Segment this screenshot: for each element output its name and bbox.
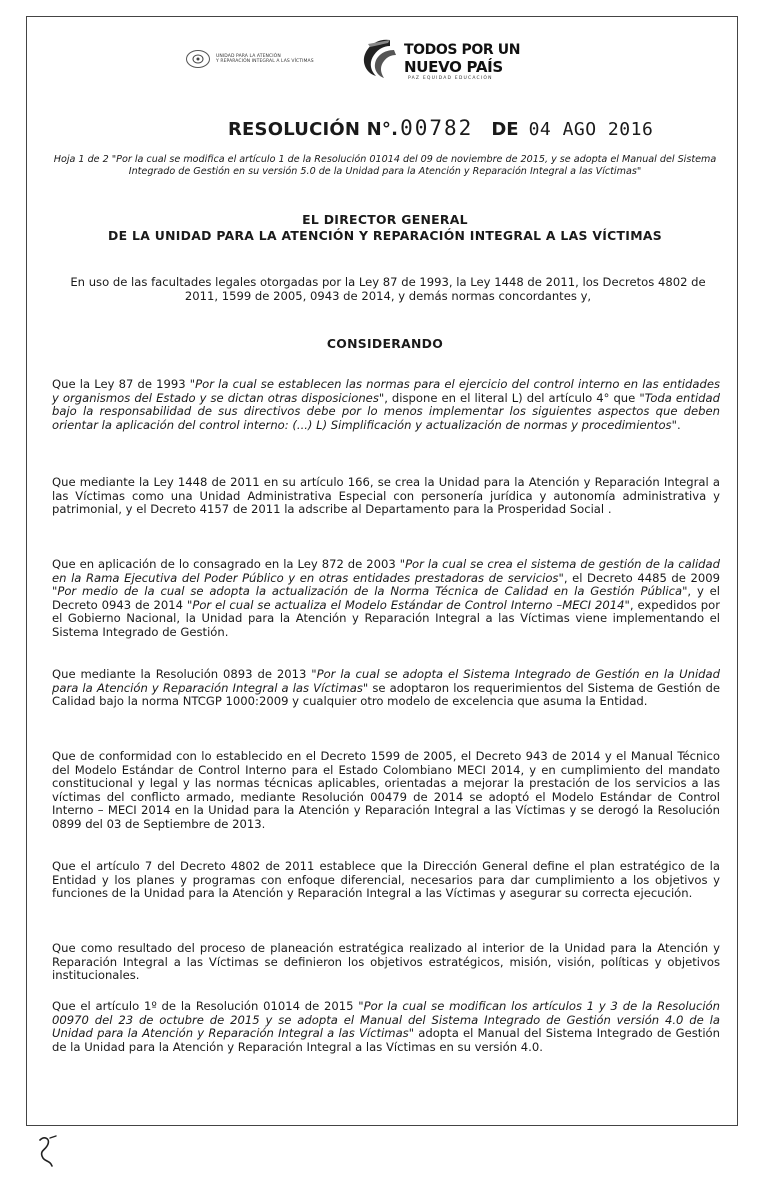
p3-quote-b: "Por la cual se crea el sistema de gestión de la calidad en la Rama Ejecutiva del Poder Público y en otras entidades prestadoras de servicios" bbox=[52, 557, 720, 585]
p6-text: Que el artículo 7 del Decreto 4802 de 2011 establece que la Dirección General define el plan estratégico de la Entidad y los planes y programas con enfoque diferencial, necesarios para dar cumplimiento a los objetivos y funciones de la Unidad para la Atención y Reparación Integral a las Víctimas y asegurar su correcta ejecución. bbox=[52, 859, 720, 901]
p8-text-c: adopta el Manual del Sistema Integrado de Gestión de la Unidad para la Atención y Reparación Integral a las Víctimas en su versión 4.0. bbox=[52, 1026, 720, 1054]
p3-text-c: , el Decreto 4485 de 2009 bbox=[563, 570, 721, 585]
p1-quote-d: "Toda entidad bajo la responsabilidad de sus directivos debe por lo menos implementar los siguientes aspectos que deben orientar la aplicación del control interno: (...) L) Simplificación y actualización de normas y procedimientos" bbox=[52, 390, 720, 432]
logo-line-2: NUEVO PAÍS bbox=[404, 58, 503, 76]
considerando-heading: CONSIDERANDO bbox=[326, 336, 444, 351]
coat-of-arms-icon bbox=[186, 50, 210, 68]
resolution-de: DE bbox=[491, 119, 519, 140]
paragraph-5 bbox=[52, 750, 720, 832]
resolution-number: 00782 bbox=[400, 116, 474, 140]
entity-header bbox=[186, 50, 336, 68]
p3-quote-d: "Por medio de la cual se adopta la actualización de la Norma Técnica de Calidad en la Gestión Pública" bbox=[52, 584, 688, 599]
p1-text-e: . bbox=[676, 417, 681, 432]
p1-text-a: Que la Ley 87 de 1993 bbox=[52, 377, 190, 391]
page-border-right bbox=[737, 16, 738, 1126]
paragraph-8 bbox=[52, 1000, 720, 1054]
powers-paragraph: En uso de las facultades legales otorgadas por la Ley 87 de 1993, la Ley 1448 de 2011, los Decretos 4802 de 2011, 1599 de 2005, 0943 de 2014, y demás normas concordantes y, bbox=[70, 275, 706, 303]
p4-text-a: Que mediante la Resolución 0893 de 2013 bbox=[52, 667, 312, 681]
p3-text-g: , expedidos por el Gobierno Nacional, la Unidad para la Atención y Reparación Integral a las Víctimas viene implementando el Sistema Integrado de Gestión. bbox=[52, 597, 720, 639]
paragraph-7 bbox=[52, 942, 720, 983]
p3-text-a: Que en aplicación de lo consagrado en la Ley 872 de 2003 bbox=[52, 557, 400, 571]
logo-tagline: PAZ EQUIDAD EDUCACIÓN bbox=[408, 76, 493, 81]
p4-text-c: se adoptaron los requerimientos del Sistema de Gestión de Calidad bajo la norma NTCGP 1000:2009 y cualquier otro modelo de excelencia que asuma la Entidad. bbox=[52, 680, 720, 709]
resolution-label: RESOLUCIÓN N°. bbox=[228, 119, 399, 140]
resolution-title bbox=[228, 116, 678, 140]
resolution-date: 04 AGO 2016 bbox=[528, 119, 654, 140]
paragraph-4 bbox=[52, 668, 720, 709]
p1-quote-b: "Por la cual se establecen las normas para el ejercicio del control interno en las entidades y organismos del Estado y se dictan otras disposiciones" bbox=[52, 377, 721, 405]
director-title-line-2: DE LA UNIDAD PARA LA ATENCIÓN Y REPARACIÓN INTEGRAL A LAS VÍCTIMAS bbox=[108, 228, 662, 243]
entity-line-2: Y REPARACIÓN INTEGRAL A LAS VÍCTIMAS bbox=[216, 59, 314, 64]
p3-text-e: , y el Decreto 0943 de 2014 bbox=[52, 584, 720, 612]
todos-por-un-nuevo-pais-logo bbox=[360, 36, 530, 80]
logo-line-1: TODOS POR UN bbox=[404, 42, 521, 58]
logo-mark-icon bbox=[360, 36, 400, 80]
page-border-bottom bbox=[26, 1125, 738, 1126]
p5-text: Que de conformidad con lo establecido en el Decreto 1599 de 2005, el Decreto 943 de 2014 y el Manual Técnico del Modelo Estándar de Control Interno para el Estado Colombiano MECI 2014, y en cumplimiento del mandato constitucional y legal y las normas técnicas aplicables, orientadas a mejorar la prestación de los servicios a las víctimas del conflicto armado, mediante Resolución 00479 de 2014 se adoptó el Modelo Estándar de Control Interno – MECI 2014 en la Unidad para la Atención y Reparación Integral a las Víctimas y se derogó la Resolución 0899 del 03 de Septiembre de 2013. bbox=[52, 749, 720, 831]
page-border-top bbox=[26, 16, 738, 17]
director-title-line-1: EL DIRECTOR GENERAL bbox=[302, 212, 468, 227]
p1-text-c: , dispone en el literal L) del artículo 4° que bbox=[384, 390, 640, 405]
sheet-subject: Hoja 1 de 2 "Por la cual se modifica el artículo 1 de la Resolución 01014 del 09 de noviembre de 2015, y se adopta el Manual del Sistema Integrado de Gestión en su versión 5.0 de la Unidad para la Atención y Reparación Integral a las Víctimas" bbox=[53, 154, 717, 177]
handwritten-initial-icon bbox=[34, 1132, 64, 1172]
p7-text: Que como resultado del proceso de planeación estratégica realizado al interior de la Unidad para la Atención y Reparación Integral a las Víctimas se definieron los objetivos estratégicos, misión, visión, políticas y objetivos institucionales. bbox=[52, 941, 720, 983]
paragraph-1 bbox=[52, 378, 720, 432]
paragraph-6 bbox=[52, 860, 720, 901]
p2-text: Que mediante la Ley 1448 de 2011 en su artículo 166, se crea la Unidad para la Atención y Reparación Integral a las Víctimas como una Unidad Administrativa Especial con personería jurídica y autonomía administrativa y patrimonial, y el Decreto 4157 de 2011 la adscribe al Departamento para la Prosperidad Social . bbox=[52, 475, 720, 517]
paragraph-3 bbox=[52, 558, 720, 640]
p8-quote-b: "Por la cual se modifican los artículos 1 y 3 de la Resolución 00970 del 23 de octubre de 2015 y se adopta el Manual del Sistema Integrado de Gestión versión 4.0 de la Unidad para la Atención y Reparación Integral a las Víctimas" bbox=[52, 999, 720, 1041]
p4-quote-b: "Por la cual se adopta el Sistema Integrado de Gestión en la Unidad para la Atención y Reparación Integral a las Víctimas" bbox=[52, 667, 721, 695]
p3-quote-f: "Por el cual se actualiza el Modelo Estándar de Control Interno –MECI 2014" bbox=[187, 597, 630, 612]
p8-text-a: Que el artículo 1º de la Resolución 01014 de 2015 bbox=[52, 999, 359, 1013]
entity-name bbox=[216, 54, 336, 65]
entity-line-1: UNIDAD PARA LA ATENCIÓN bbox=[216, 53, 281, 59]
paragraph-2 bbox=[52, 476, 720, 517]
page-border-left bbox=[26, 16, 27, 1126]
